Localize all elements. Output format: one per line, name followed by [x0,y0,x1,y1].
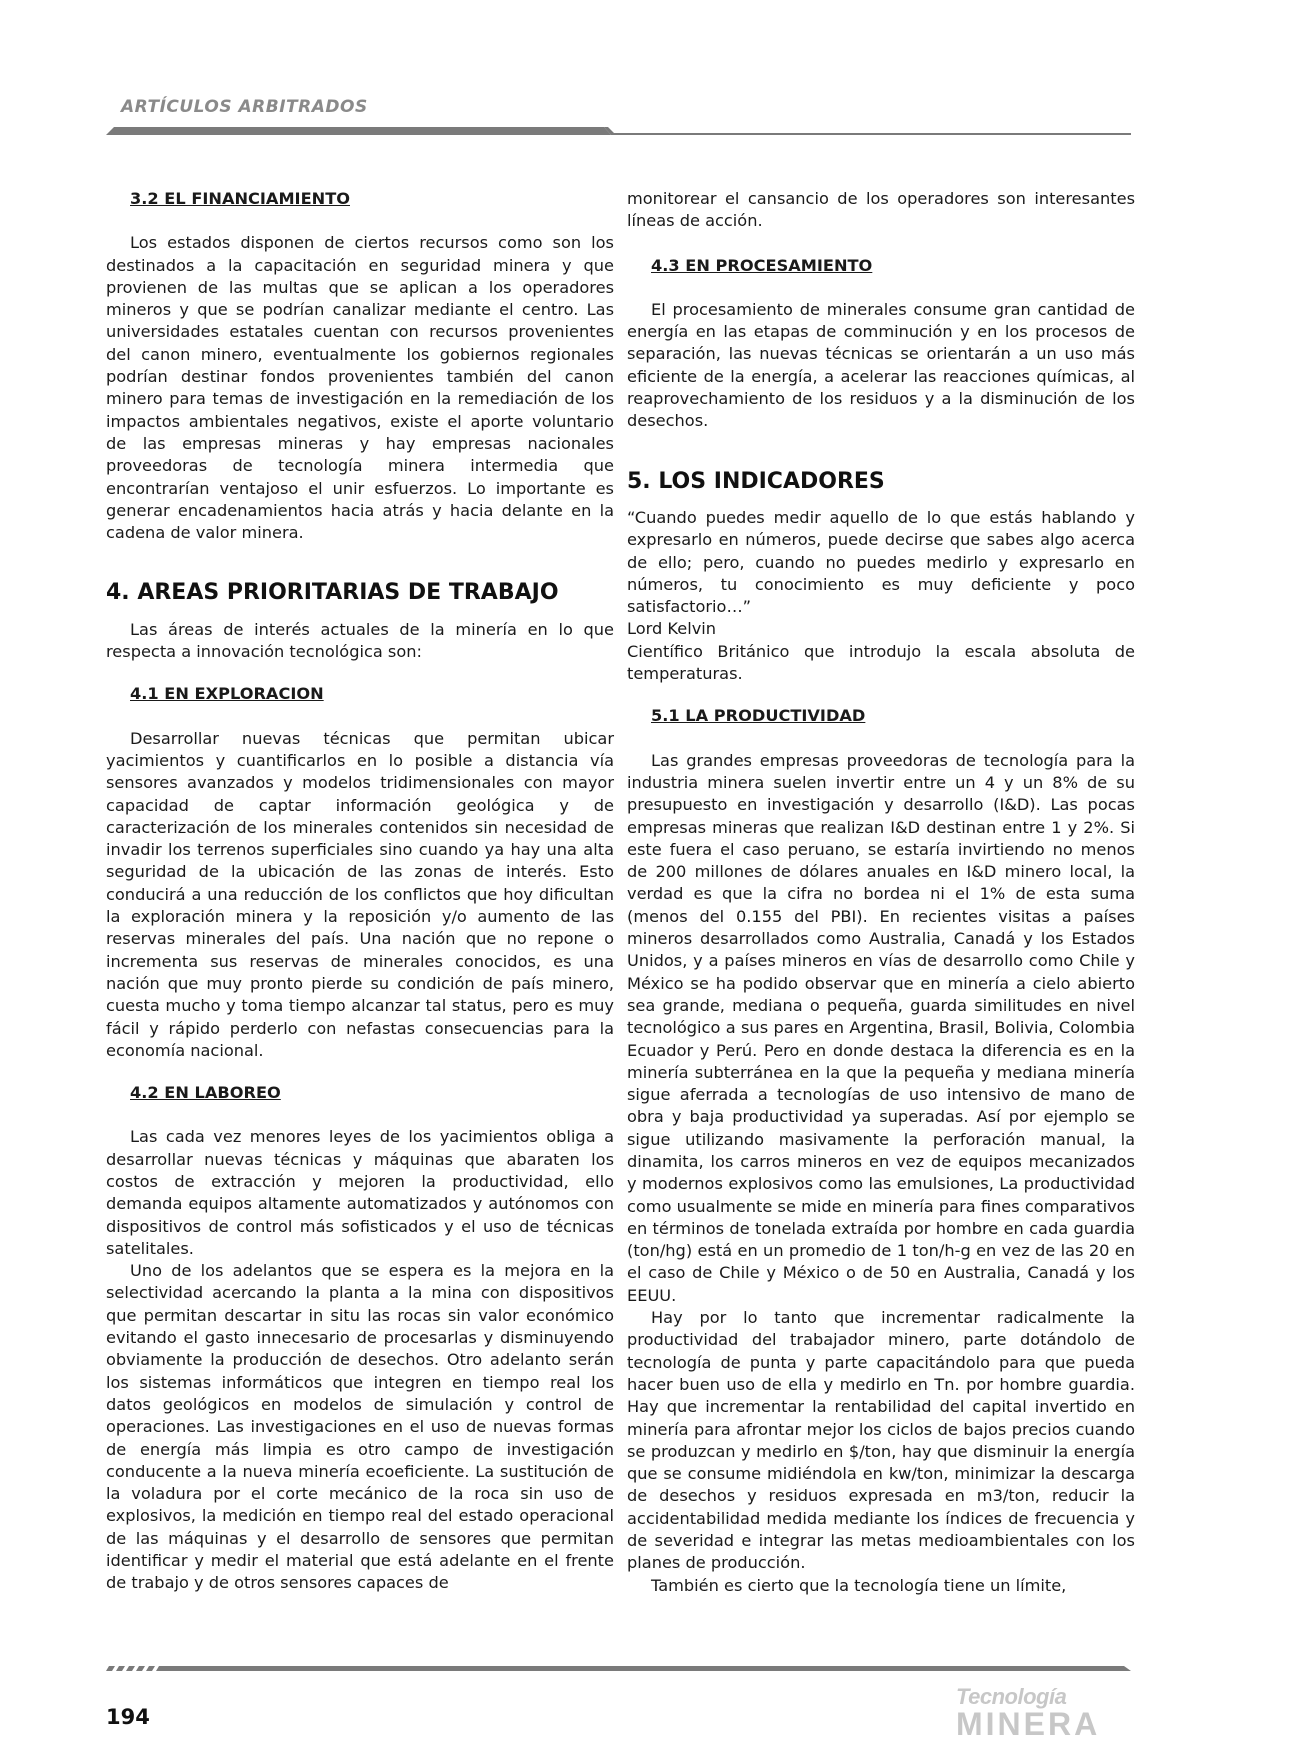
footer-rule [106,1664,1131,1674]
paragraph-5-1c: También es cierto que la tecnología tiene un límite, [651,1575,1067,1595]
paragraph-4-2b: Uno de los adelantos que se espera es la mejora en la selectividad acercando la planta a la mina con dispositivos que permitan descartar in situ las rocas sin valor económico evitando el gasto innecesario de procesarlas y disminuyendo obviamente la producción de desechos. Otro adelanto serán los sistemas informáticos que integren en tiempo real los datos geológicos en modelos de simulación y control de operaciones. Las investigaciones en el uso de nuevas formas de energía más limpia es otro campo de investigación conducente a la nueva minería ecoeficiente. La sustitución de la voladura por el corte mecánico de la roca sin uso de explosivos, la medición en tiempo real del estado operacional de las máquinas y el desarrollo de sensores que permitan identificar y medir el material que está adelante en el frente de trabajo y de otros sensores capaces de [106,1261,614,1593]
section-header-label: ARTÍCULOS ARBITRADOS [121,97,368,117]
paragraph-5-1a: Las grandes empresas proveedoras de tecnología para la industria minera suelen invertir entre un 4 y un 8% de su presupuesto en investigación y desarrollo (I&D). Las pocas empresas mineras que realizan I&D destinan entre 1 y 2%. Si este fuera el caso peruano, se estaría invirtiendo no menos de 200 millones de dólares anuales en I&D minero local, la verdad es que la cifra no bordea ni el 1% de esta suma (menos del 0.155 del PBI). En recientes visitas a países mineros desarrollados como Australia, Canadá y los Estados Unidos, y a países mineros en vías de desarrollo como Chile y México se ha podido observar que en minería a cielo abierto sea grande, mediana o pequeña, guarda similitudes en nivel tecnológico a sus pares en Argentina, Brasil, Bolivia, Colombia Ecuador y Perú. Pero en donde destaca la diferencia es en la minería subterránea en la que la pequeña y mediana minería sigue aferrada a tecnologías de uso intensivo de mano de obra y baja productividad ya superadas. Así por ejemplo se sigue utilizando masivamente la perforación manual, la dinamita, los carros mineros en vez de equipos mecanizados y modernos explosivos como las emulsiones, La productividad como usualmente se mide en minería para fines comparativos en términos de tonelada extraída por hombre en cada guardia (ton/hg) está en un promedio de 1 ton/h-g en vez de las 20 en el caso de Chile y México o de 50 en Australia, Canadá y los EEUU. [627,750,1135,1305]
quote-author: Lord Kelvin [627,619,717,639]
paragraph-4: Las áreas de interés actuales de la minería en lo que respecta a innovación tecnológica son: [106,619,614,662]
tecnologia-minera-logo [956,1686,1131,1740]
page-number: 194 [106,1705,150,1729]
subsection-heading-4-3: 4.3 EN PROCESAMIENTO [651,255,873,275]
right-column [627,188,1135,1597]
section-heading-4: 4. AREAS PRIORITARIAS DE TRABAJO [106,580,559,606]
paragraph-4-2a: Las cada vez menores leyes de los yacimientos obliga a desarrollar nuevas técnicas y máquinas que abaraten los costos de extracción y mejoren la productividad, ello demanda equipos altamente automatizados y autónomos con dispositivos de control más sofisticados y el uso de técnicas satelitales. [106,1127,614,1258]
header-rule [106,122,1131,140]
logo-top-text: Tecnología [956,1684,1067,1709]
logo-bottom-text: MINERA [956,1706,1101,1742]
paragraph-4-3: El procesamiento de minerales consume gran cantidad de energía en las etapas de comminución y en los procesos de separación, las nuevas técnicas se orientarán a un uso más eficiente de la energía, a acelerar las reacciones químicas, al reaprovechamiento de los residuos y a la disminución de los desechos. [627,299,1135,431]
paragraph-continuation: monitorear el cansancio de los operadores son interesantes líneas de acción. [627,189,1135,231]
subsection-heading-4-1: 4.1 EN EXPLORACION [130,684,324,704]
quote-author-description: Científico Británico que introdujo la escala absoluta de temperaturas. [627,641,1135,684]
paragraph-3-2: Los estados disponen de ciertos recursos como son los destinados a la capacitación en seguridad minera y que provienen de las multas que se aplican a los operadores mineros y que se podrían canalizar mediante el centro. Las universidades estatales cuentan con recursos provenientes del canon minero, eventualmente los gobiernos regionales podrían destinar fondos provenientes también del canon minero para temas de investigación en la remediación de los impactos ambientales negativos, existe el aporte voluntario de las empresas mineras y hay empresas nacionales proveedoras de tecnología minera intermedia que encontrarían ventajoso el unir esfuerzos. Lo importante es generar encadenamientos hacia atrás y hacia delante en la cadena de valor minera. [106,233,614,543]
paragraph-5-1b: Hay por lo tanto que incrementar radicalmente la productividad del trabajador minero, parte dotándolo de tecnología de punta y parte capacitándolo para que pueda hacer buen uso de ella y medirlo en Tn. por hombre guardia. Hay que incrementar la rentabilidad del capital invertido en minería para afrontar mejor los ciclos de bajos precios cuando se produzcan y medirlo en $/ton, hay que disminuir la energía que se consume midiéndola en kw/ton, minimizar la descarga de desechos y residuos expresada en m3/ton, reducir la accidentabilidad medida mediante los índices de frecuencia y de severidad e integrar las metas medioambientales con los planes de producción. [627,1308,1135,1573]
paragraph-4-1: Desarrollar nuevas técnicas que permitan ubicar yacimientos y cuantificarlos en lo posible a distancia vía sensores avanzados y modelos tridimensionales con mayor capacidad de captar información geológica y de caracterización de los minerales contenidos sin necesidad de invadir los terrenos superficiales sino cuando ya hay una alta seguridad de la ubicación de las zonas de interés. Esto conducirá a una reducción de los conflictos que hoy dificultan la exploración minera y la reposición y/o aumento de las reservas minerales del país. Una nación que no repone o incrementa sus reservas de minerales conocidos, es una nación que muy pronto pierde su condición de país minero, cuesta mucho y toma tiempo alcanzar tal status, pero es muy fácil y rápido perderlo con nefastas consecuencias para la economía nacional. [106,728,614,1060]
subsection-heading-4-2: 4.2 EN LABOREO [130,1083,281,1103]
left-column [106,188,614,1595]
subsection-heading-3-2: 3.2 EL FINANCIAMIENTO [130,189,350,208]
subsection-heading-5-1: 5.1 LA PRODUCTIVIDAD [651,706,866,726]
section-heading-5: 5. LOS INDICADORES [627,468,885,494]
kelvin-quote: “Cuando puedes medir aquello de lo que estás hablando y expresarlo en números, puede decirse que sabes algo acerca de ello; pero, cuando no puedes medirlo y expresarlo en números, tu conocimiento es muy deficiente y poco satisfactorio…” [627,507,1135,617]
